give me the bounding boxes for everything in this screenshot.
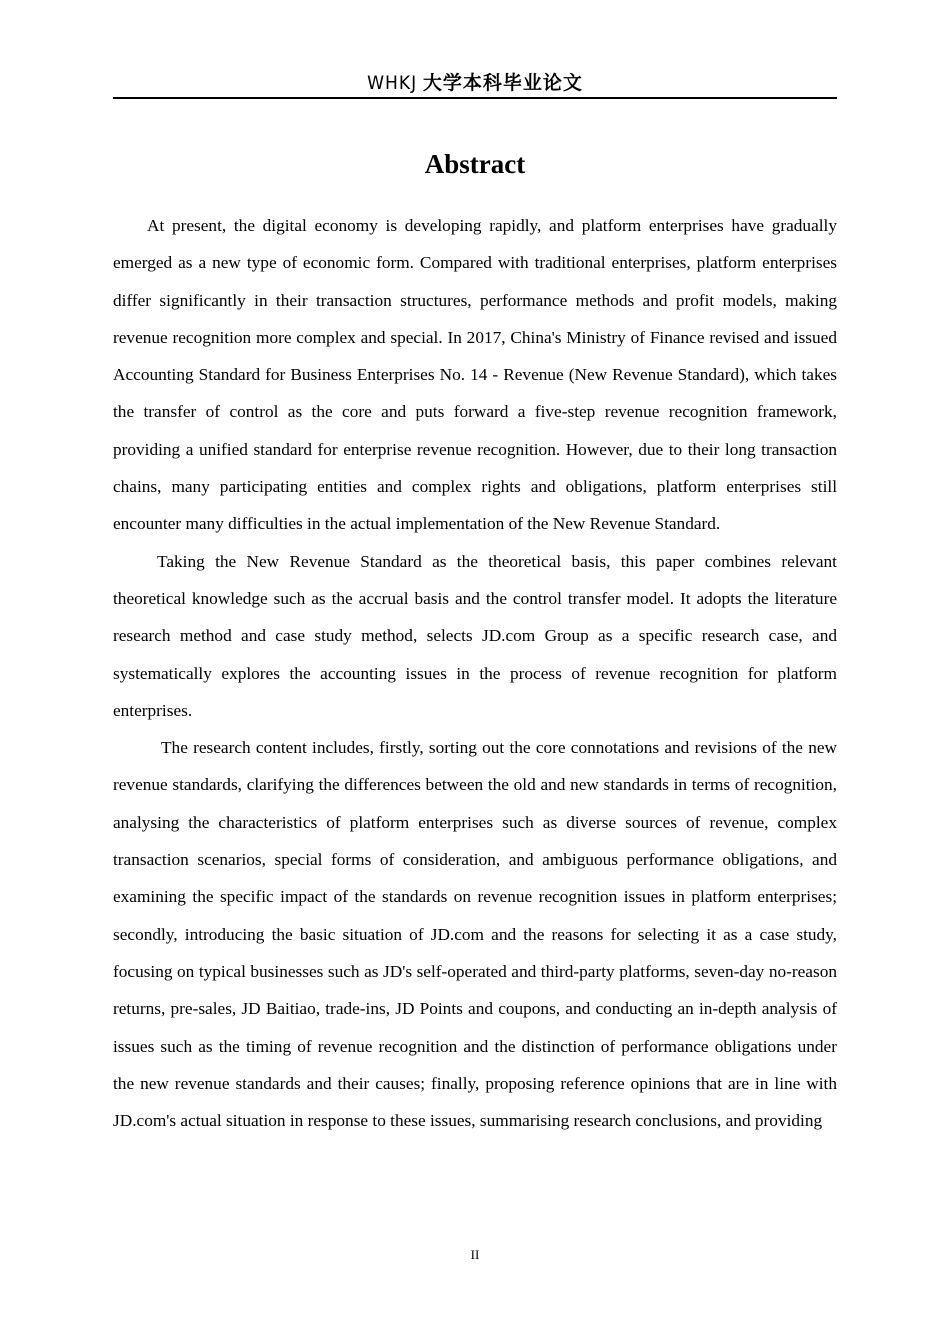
- abstract-paragraph-2: Taking the New Revenue Standard as the theoretical basis, this paper combines relevant theoretical knowledge such as the accrual basis and the control transfer model. It adopts the literature research method and case study method, selects JD.com Group as a specific research case, and systematically explores the accounting issues in the process of revenue recognition for platform enterprises.: [113, 551, 837, 720]
- abstract-paragraph-3: The research content includes, firstly, sorting out the core connotations and revisions of the new revenue standards, clarifying the differences between the old and new standards in terms of recognition, analysing the characteristics of platform enterprises such as diverse sources of revenue, complex transaction scenarios, special forms of consideration, and ambiguous performance obligations, and examining the specific impact of the standards on revenue recognition issues in platform enterprises; secondly, introducing the basic situation of JD.com and the reasons for selecting it as a case study, focusing on typical businesses such as JD's self-operated and third-party platforms, seven-day no-reason returns, pre-sales, JD Baitiao, trade-ins, JD Points and coupons, and conducting an in-depth analysis of issues such as the timing of revenue recognition and the distinction of performance obligations under the new revenue standards and their causes; finally, proposing reference opinions that are in line with JD.com's actual situation in response to these issues, summarising research conclusions, and providing: [113, 738, 837, 1131]
- running-header: [113, 70, 837, 97]
- header-rule: [113, 97, 837, 99]
- page-number: II: [470, 1247, 480, 1262]
- abstract-paragraph-1: At present, the digital economy is developing rapidly, and platform enterprises have gradually emerged as a new type of economic form. Compared with traditional enterprises, platform enterprises differ significantly in their transaction structures, performance methods and profit models, making revenue recognition more complex and special. In 2017, China's Ministry of Finance revised and issued Accounting Standard for Business Enterprises No. 14 - Revenue (New Revenue Standard), which takes the transfer of control as the core and puts forward a five-step revenue recognition framework, providing a unified standard for enterprise revenue recognition. However, due to their long transaction chains, many participating entities and complex rights and obligations, platform enterprises still encounter many difficulties in the actual implementation of the New Revenue Standard.: [113, 216, 837, 534]
- header-document-type: 大学本科毕业论文: [422, 72, 583, 94]
- abstract-body: [113, 207, 837, 1139]
- abstract-title: Abstract: [424, 149, 526, 179]
- header-institution-code: WHKJ: [367, 72, 418, 94]
